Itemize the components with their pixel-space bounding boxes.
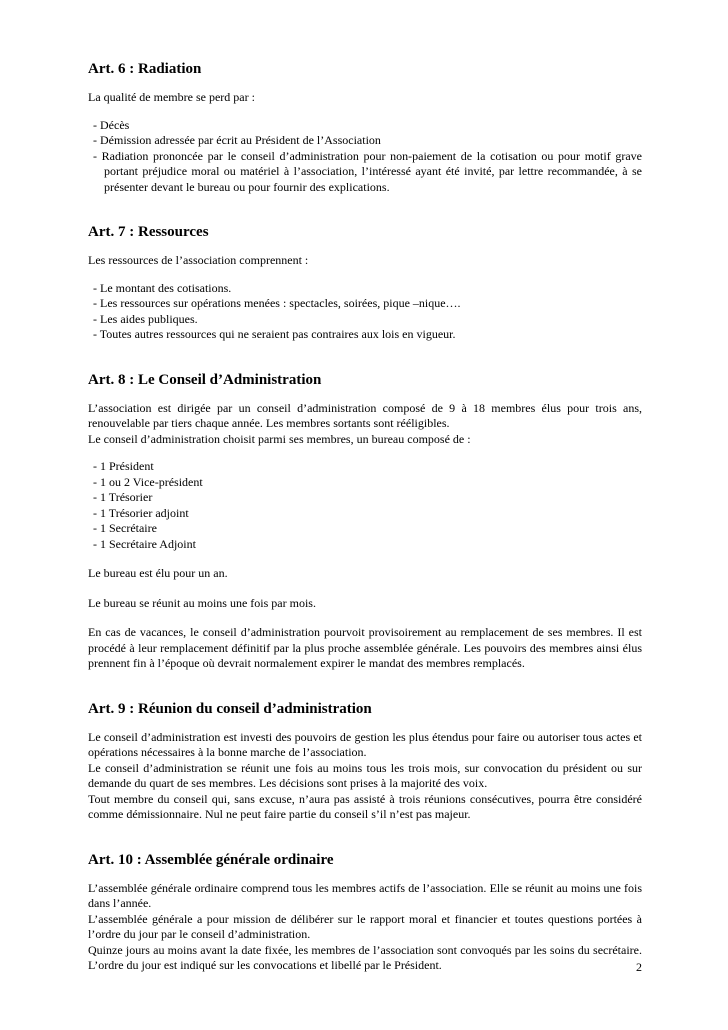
- bullet-list: [88, 281, 642, 343]
- article-title: Art. 7 : Ressources: [88, 224, 209, 240]
- paragraph: Le conseil d’administration est investi des pouvoirs de gestion les plus étendus pour faire ou autoriser tous actes et opérations nécessaires à la bonne marche de l’association.: [88, 729, 642, 759]
- article-10: [88, 851, 642, 974]
- article-title: Art. 10 : Assemblée générale ordinaire: [88, 851, 334, 868]
- list-item: - 1 Trésorier: [93, 490, 642, 506]
- paragraph: Le bureau se réunit au moins une fois par mois.: [88, 595, 316, 610]
- list-item: - 1 Trésorier adjoint: [93, 506, 642, 522]
- article-title: Art. 8 : Le Conseil d’Administration: [88, 371, 322, 388]
- list-item: - 1 Secrétaire Adjoint: [93, 537, 642, 553]
- article-6: [88, 60, 642, 195]
- paragraph: L’association est dirigée par un conseil d’administration composé de 9 à 18 membres élus pour trois ans, renouvelable par tiers chaque année. Les membres sortants sont rééligibles.: [88, 400, 642, 430]
- article-8: [88, 371, 642, 672]
- paragraph: Quinze jours au moins avant la date fixée, les membres de l’association sont convoqués par les soins du secrétaire. L’ordre du jour est indiqué sur les convocations et libellé par le Président.: [88, 942, 642, 972]
- list-item: - Les ressources sur opérations menées : spectacles, soirées, pique –nique….: [93, 296, 642, 312]
- article-intro: Les ressources de l’association comprennent :: [88, 253, 309, 267]
- list-item: - Radiation prononcée par le conseil d’administration pour non-paiement de la cotisation ou pour motif grave portant préjudice moral ou matériel à l’association, l’intéressé ayant été invité, par lettre recommandée, à se présenter devant le bureau ou pour fournir des explications.: [93, 149, 642, 196]
- paragraph: L’assemblée générale a pour mission de délibérer sur le rapport moral et financier et toutes questions portées à l’ordre du jour par le conseil d’administration.: [88, 911, 642, 941]
- article-intro: La qualité de membre se perd par :: [88, 90, 255, 104]
- list-item: - 1 Secrétaire: [93, 521, 642, 537]
- page-number: 2: [636, 960, 642, 974]
- paragraph: En cas de vacances, le conseil d’administration pourvoit provisoirement au remplacement de ses membres. Il est procédé à leur remplacement définitif par la plus proche assemblée générale. Les pouvoirs des membres ainsi élus prennent fin à l’époque où devrait normalement expirer le mandat des membres remplacés.: [88, 625, 642, 670]
- list-item: - Le montant des cotisations.: [93, 281, 642, 297]
- bullet-list: [88, 459, 642, 552]
- list-item: - Les aides publiques.: [93, 312, 642, 328]
- document-page: [88, 60, 642, 974]
- list-item: - 1 ou 2 Vice-président: [93, 475, 642, 491]
- list-item: - 1 Président: [93, 459, 642, 475]
- paragraph: Le bureau est élu pour un an.: [88, 566, 228, 580]
- list-item: - Décès: [93, 118, 642, 134]
- article-9: [88, 700, 642, 823]
- list-item: - Démission adressée par écrit au Président de l’Association: [93, 133, 642, 149]
- paragraph: Le conseil d’administration se réunit une fois au moins tous les trois mois, sur convocation du président ou sur demande du quart de ses membres. Les décisions sont prises à la majorité des voix.: [88, 760, 642, 790]
- article-title: Art. 6 : Radiation: [88, 61, 202, 77]
- list-item: - Toutes autres ressources qui ne seraient pas contraires aux lois en vigueur.: [93, 327, 642, 343]
- bullet-list: [88, 118, 642, 196]
- paragraph: L’assemblée générale ordinaire comprend tous les membres actifs de l’association. Elle se réunit au moins une fois dans l’année.: [88, 880, 642, 910]
- article-7: [88, 223, 642, 343]
- paragraph: Tout membre du conseil qui, sans excuse, n’aura pas assisté à trois réunions consécutives, pourra être considéré comme démissionnaire. Nul ne peut faire partie du conseil s’il n’est pas majeur.: [88, 791, 642, 821]
- article-title: Art. 9 : Réunion du conseil d’administration: [88, 700, 372, 717]
- paragraph: Le conseil d’administration choisit parmi ses membres, un bureau composé de :: [88, 431, 471, 446]
